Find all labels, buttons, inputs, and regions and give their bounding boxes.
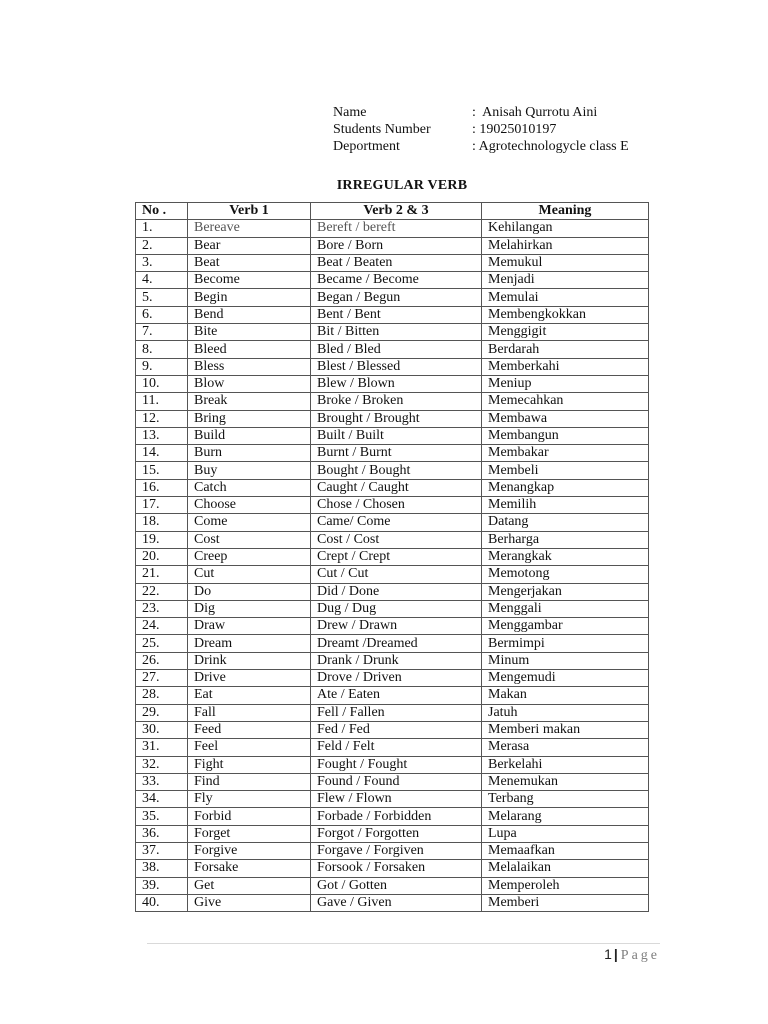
cell-verb23: Chose / Chosen: [311, 497, 482, 514]
page-separator: |: [613, 946, 618, 962]
cell-verb1: Find: [188, 773, 311, 790]
cell-meaning: Berdarah: [482, 341, 649, 358]
cell-no: 34.: [136, 791, 188, 808]
table-row: [136, 721, 649, 738]
cell-no: 37.: [136, 842, 188, 859]
cell-verb23: Blew / Blown: [311, 375, 482, 392]
cell-verb1: Blow: [188, 375, 311, 392]
cell-no: 23.: [136, 600, 188, 617]
cell-meaning: Kehilangan: [482, 220, 649, 237]
cell-meaning: Membakar: [482, 445, 649, 462]
cell-meaning: Memecahkan: [482, 393, 649, 410]
table-row: [136, 427, 649, 444]
cell-verb1: Dream: [188, 635, 311, 652]
info-label: Students Number: [333, 122, 431, 137]
cell-no: 22.: [136, 583, 188, 600]
cell-verb23: Caught / Caught: [311, 479, 482, 496]
cell-no: 36.: [136, 825, 188, 842]
cell-verb23: Dug / Dug: [311, 600, 482, 617]
cell-no: 10.: [136, 375, 188, 392]
table-row: [136, 791, 649, 808]
cell-meaning: Menggambar: [482, 618, 649, 635]
cell-verb23: Drove / Driven: [311, 670, 482, 687]
cell-verb1: Buy: [188, 462, 311, 479]
cell-verb23: Began / Begun: [311, 289, 482, 306]
table-row: [136, 860, 649, 877]
cell-verb1: Bring: [188, 410, 311, 427]
document-title-text: IRREGULAR VERB: [336, 178, 468, 193]
cell-no: 28.: [136, 687, 188, 704]
cell-verb1: Begin: [188, 289, 311, 306]
cell-meaning: Merangkak: [482, 548, 649, 565]
cell-verb1: Forbid: [188, 808, 311, 825]
table-row: [136, 324, 649, 341]
table-row: [136, 479, 649, 496]
cell-verb1: Feel: [188, 739, 311, 756]
info-label: Name: [333, 105, 367, 120]
cell-meaning: Membangun: [482, 427, 649, 444]
table-row: [136, 220, 649, 237]
cell-verb1: Forgive: [188, 842, 311, 859]
cell-meaning: Memberi: [482, 894, 649, 911]
column-header-meaning: Meaning: [482, 203, 649, 220]
cell-verb23: Cut / Cut: [311, 566, 482, 583]
cell-verb1: Give: [188, 894, 311, 911]
column-header-verb23: Verb 2 & 3: [311, 203, 482, 220]
cell-meaning: Memaafkan: [482, 842, 649, 859]
cell-verb23: Brought / Brought: [311, 410, 482, 427]
cell-no: 30.: [136, 721, 188, 738]
cell-verb23: Bought / Bought: [311, 462, 482, 479]
cell-no: 4.: [136, 272, 188, 289]
cell-meaning: Memperoleh: [482, 877, 649, 894]
cell-verb23: Forsook / Forsaken: [311, 860, 482, 877]
table-row: [136, 739, 649, 756]
document-title: [0, 178, 768, 194]
table-row: [136, 894, 649, 911]
cell-no: 5.: [136, 289, 188, 306]
cell-meaning: Mengerjakan: [482, 583, 649, 600]
table-header-row: [136, 203, 649, 220]
table-row: [136, 825, 649, 842]
cell-verb1: Get: [188, 877, 311, 894]
cell-no: 38.: [136, 860, 188, 877]
cell-verb23: Gave / Given: [311, 894, 482, 911]
table-row: [136, 583, 649, 600]
cell-verb1: Break: [188, 393, 311, 410]
cell-no: 14.: [136, 445, 188, 462]
cell-verb1: Bleed: [188, 341, 311, 358]
cell-verb23: Bore / Born: [311, 237, 482, 254]
table-row: [136, 514, 649, 531]
table-row: [136, 687, 649, 704]
cell-no: 20.: [136, 548, 188, 565]
cell-no: 7.: [136, 324, 188, 341]
cell-no: 9.: [136, 358, 188, 375]
cell-no: 25.: [136, 635, 188, 652]
cell-verb1: Fly: [188, 791, 311, 808]
table-row: [136, 842, 649, 859]
cell-verb23: Became / Become: [311, 272, 482, 289]
cell-meaning: Menggigit: [482, 324, 649, 341]
cell-verb1: Bereave: [188, 220, 311, 237]
cell-no: 12.: [136, 410, 188, 427]
info-row-student-number: [333, 121, 629, 138]
page-number: 1: [604, 946, 612, 962]
cell-no: 8.: [136, 341, 188, 358]
page-number-footer: [604, 946, 660, 964]
cell-verb1: Beat: [188, 254, 311, 271]
cell-no: 21.: [136, 566, 188, 583]
cell-meaning: Membengkokkan: [482, 306, 649, 323]
page-word: Page: [620, 948, 660, 963]
table-body: [136, 220, 649, 912]
student-info: [333, 104, 629, 155]
cell-verb1: Bear: [188, 237, 311, 254]
cell-verb23: Did / Done: [311, 583, 482, 600]
info-value: : Anisah Qurrotu Aini: [472, 105, 598, 120]
table-row: [136, 670, 649, 687]
cell-no: 24.: [136, 618, 188, 635]
table-row: [136, 462, 649, 479]
table-row: [136, 358, 649, 375]
cell-verb1: Feed: [188, 721, 311, 738]
cell-verb23: Flew / Flown: [311, 791, 482, 808]
table-row: [136, 445, 649, 462]
table-row: [136, 600, 649, 617]
footer-divider: [147, 943, 660, 944]
cell-meaning: Menjadi: [482, 272, 649, 289]
cell-verb1: Bless: [188, 358, 311, 375]
column-header-no: No .: [136, 203, 188, 220]
cell-meaning: Terbang: [482, 791, 649, 808]
cell-meaning: Memilih: [482, 497, 649, 514]
table-row: [136, 531, 649, 548]
cell-no: 15.: [136, 462, 188, 479]
cell-no: 39.: [136, 877, 188, 894]
cell-verb1: Forget: [188, 825, 311, 842]
cell-verb23: Crept / Crept: [311, 548, 482, 565]
table-row: [136, 877, 649, 894]
cell-no: 29.: [136, 704, 188, 721]
table-row: [136, 237, 649, 254]
cell-verb23: Drew / Drawn: [311, 618, 482, 635]
cell-verb23: Forgot / Forgotten: [311, 825, 482, 842]
cell-verb1: Fall: [188, 704, 311, 721]
cell-verb23: Fed / Fed: [311, 721, 482, 738]
cell-verb1: Build: [188, 427, 311, 444]
cell-verb23: Burnt / Burnt: [311, 445, 482, 462]
cell-meaning: Lupa: [482, 825, 649, 842]
cell-meaning: Mengemudi: [482, 670, 649, 687]
cell-no: 32.: [136, 756, 188, 773]
info-label: Deportment: [333, 139, 400, 154]
table-row: [136, 756, 649, 773]
cell-verb1: Draw: [188, 618, 311, 635]
irregular-verb-table: [135, 202, 649, 912]
table-row: [136, 497, 649, 514]
cell-no: 19.: [136, 531, 188, 548]
cell-verb23: Came/ Come: [311, 514, 482, 531]
cell-verb23: Broke / Broken: [311, 393, 482, 410]
cell-verb23: Built / Built: [311, 427, 482, 444]
table-row: [136, 306, 649, 323]
cell-verb23: Forbade / Forbidden: [311, 808, 482, 825]
cell-meaning: Memotong: [482, 566, 649, 583]
cell-verb23: Bit / Bitten: [311, 324, 482, 341]
table-row: [136, 704, 649, 721]
cell-meaning: Melahirkan: [482, 237, 649, 254]
cell-meaning: Melalaikan: [482, 860, 649, 877]
cell-no: 40.: [136, 894, 188, 911]
cell-verb1: Cut: [188, 566, 311, 583]
cell-meaning: Memberi makan: [482, 721, 649, 738]
cell-meaning: Menggali: [482, 600, 649, 617]
table-row: [136, 773, 649, 790]
cell-no: 2.: [136, 237, 188, 254]
cell-no: 16.: [136, 479, 188, 496]
cell-meaning: Melarang: [482, 808, 649, 825]
cell-verb1: Come: [188, 514, 311, 531]
cell-meaning: Berharga: [482, 531, 649, 548]
cell-meaning: Makan: [482, 687, 649, 704]
cell-meaning: Membeli: [482, 462, 649, 479]
cell-no: 31.: [136, 739, 188, 756]
table-row: [136, 254, 649, 271]
table-row: [136, 393, 649, 410]
cell-verb23: Ate / Eaten: [311, 687, 482, 704]
cell-verb1: Fight: [188, 756, 311, 773]
cell-meaning: Merasa: [482, 739, 649, 756]
table-row: [136, 635, 649, 652]
cell-verb1: Eat: [188, 687, 311, 704]
table-row: [136, 618, 649, 635]
cell-verb23: Found / Found: [311, 773, 482, 790]
cell-meaning: Membawa: [482, 410, 649, 427]
info-value: : Agrotechnologycle class E: [472, 139, 629, 154]
table-row: [136, 341, 649, 358]
table-row: [136, 272, 649, 289]
cell-meaning: Menemukan: [482, 773, 649, 790]
cell-no: 17.: [136, 497, 188, 514]
cell-verb1: Do: [188, 583, 311, 600]
cell-no: 1.: [136, 220, 188, 237]
cell-verb1: Creep: [188, 548, 311, 565]
table-row: [136, 808, 649, 825]
column-header-verb1: Verb 1: [188, 203, 311, 220]
cell-verb1: Choose: [188, 497, 311, 514]
cell-no: 27.: [136, 670, 188, 687]
cell-verb1: Catch: [188, 479, 311, 496]
cell-verb1: Drink: [188, 652, 311, 669]
table-row: [136, 566, 649, 583]
cell-verb1: Bend: [188, 306, 311, 323]
cell-no: 26.: [136, 652, 188, 669]
cell-no: 33.: [136, 773, 188, 790]
cell-verb23: Fell / Fallen: [311, 704, 482, 721]
cell-meaning: Memukul: [482, 254, 649, 271]
cell-verb23: Feld / Felt: [311, 739, 482, 756]
cell-verb23: Bent / Bent: [311, 306, 482, 323]
cell-meaning: Memberkahi: [482, 358, 649, 375]
cell-meaning: Berkelahi: [482, 756, 649, 773]
cell-verb1: Burn: [188, 445, 311, 462]
cell-meaning: Minum: [482, 652, 649, 669]
cell-verb23: Bled / Bled: [311, 341, 482, 358]
table-row: [136, 652, 649, 669]
table-row: [136, 548, 649, 565]
cell-meaning: Menangkap: [482, 479, 649, 496]
cell-verb23: Dreamt /Dreamed: [311, 635, 482, 652]
cell-verb23: Beat / Beaten: [311, 254, 482, 271]
cell-verb23: Bereft / bereft: [311, 220, 482, 237]
table-row: [136, 375, 649, 392]
cell-verb1: Forsake: [188, 860, 311, 877]
table-row: [136, 289, 649, 306]
cell-no: 35.: [136, 808, 188, 825]
cell-verb23: Cost / Cost: [311, 531, 482, 548]
cell-verb1: Become: [188, 272, 311, 289]
cell-no: 3.: [136, 254, 188, 271]
cell-verb23: Drank / Drunk: [311, 652, 482, 669]
cell-meaning: Meniup: [482, 375, 649, 392]
cell-verb1: Cost: [188, 531, 311, 548]
info-value: : 19025010197: [472, 122, 557, 137]
cell-no: 6.: [136, 306, 188, 323]
cell-verb23: Forgave / Forgiven: [311, 842, 482, 859]
cell-meaning: Datang: [482, 514, 649, 531]
cell-no: 13.: [136, 427, 188, 444]
cell-verb1: Drive: [188, 670, 311, 687]
info-row-department: [333, 138, 629, 155]
cell-verb1: Dig: [188, 600, 311, 617]
cell-meaning: Jatuh: [482, 704, 649, 721]
cell-meaning: Memulai: [482, 289, 649, 306]
cell-meaning: Bermimpi: [482, 635, 649, 652]
cell-no: 11.: [136, 393, 188, 410]
cell-verb23: Blest / Blessed: [311, 358, 482, 375]
cell-verb23: Fought / Fought: [311, 756, 482, 773]
info-row-name: [333, 104, 629, 121]
cell-verb23: Got / Gotten: [311, 877, 482, 894]
table-row: [136, 410, 649, 427]
cell-verb1: Bite: [188, 324, 311, 341]
cell-no: 18.: [136, 514, 188, 531]
